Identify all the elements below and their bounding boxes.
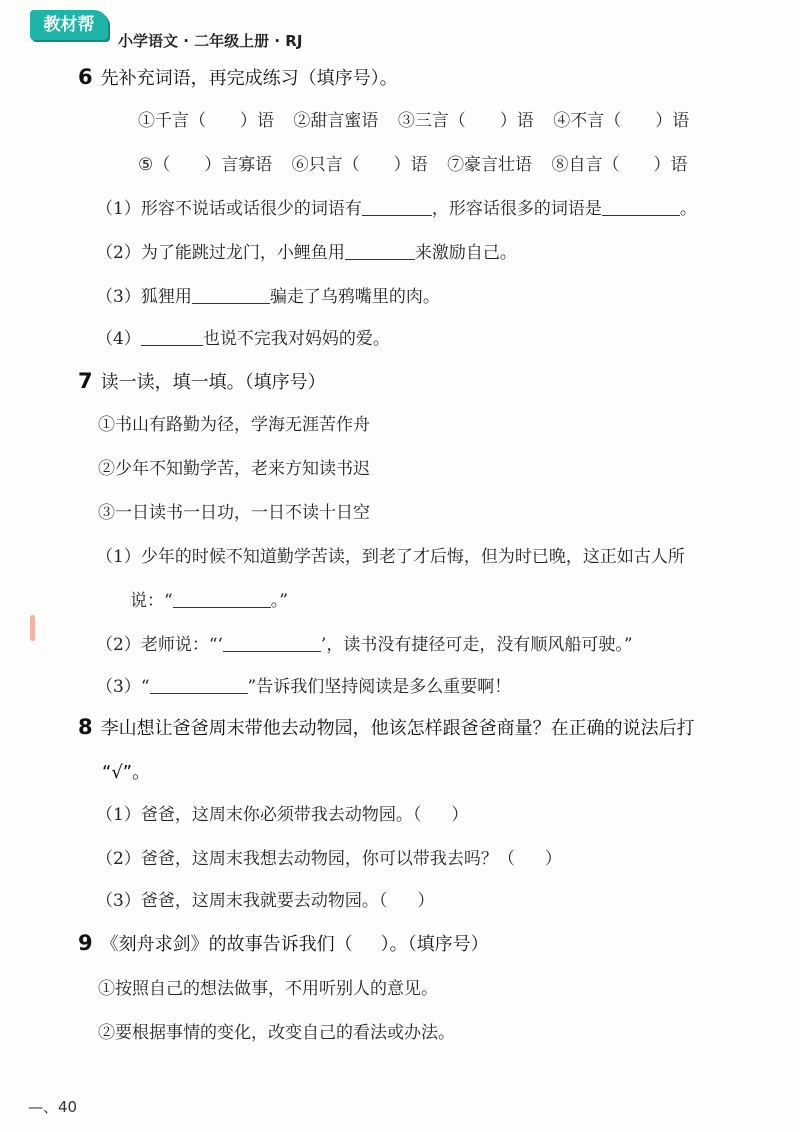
answer-blank[interactable] [602, 214, 680, 216]
question-number: 9 [78, 931, 93, 955]
question-number: 6 [78, 65, 93, 89]
answer-paren[interactable] [515, 863, 545, 864]
word-item: ）言寡语 [204, 155, 273, 175]
question-prompt: 读一读，填一填。（填序号） [100, 372, 326, 393]
word-item: ）语 [499, 111, 534, 131]
answer-blank[interactable] [223, 650, 321, 652]
word-item: ④不言（ [553, 111, 622, 131]
answer-paren[interactable] [353, 949, 381, 950]
answer-blank[interactable] [173, 606, 271, 608]
question-prompt: 李山想让爸爸周末带他去动物园，他该怎样跟爸爸商量？在正确的说法后打 [100, 718, 695, 739]
word-item: ）语 [653, 155, 688, 175]
question-7-heading [78, 368, 326, 394]
page-edge-mark [30, 615, 35, 641]
word-item: ⑤（ [138, 155, 171, 175]
question-8-heading [78, 714, 695, 740]
page-header-title: 小学语文 · 二年级上册 · RJ [118, 32, 303, 50]
answer-blank[interactable] [150, 692, 248, 694]
q6-sentence-2: （2）为了能跳过龙门，小鲤鱼用 来激励自己。 [96, 243, 517, 263]
question-number: 7 [78, 369, 93, 393]
word-item: ⑦豪言壮语 [447, 155, 533, 175]
q7-sentence-2: （2）老师说：“‘ ’，读书没有捷径可走，没有顺风船可驶。” [96, 635, 633, 655]
q8-option-1: （1）爸爸，这周末你必须带我去动物园。（ ） [96, 805, 469, 825]
q7-sentence-1-cont: 说：“ 。” [130, 591, 288, 611]
word-item: ③三言（ [397, 111, 466, 131]
q7-sentence-3: （3）“ ”告诉我们坚持阅读是多么重要啊！ [96, 677, 512, 697]
word-item: ②甜言蜜语 [293, 111, 379, 131]
question-6-heading [78, 64, 398, 90]
proverb-3: ③一日读书一日功，一日不读十日空 [98, 503, 370, 523]
proverb-1: ①书山有路勤为径，学海无涯苦作舟 [98, 415, 370, 435]
q8-option-3: （3）爸爸，这周末我就要去动物园。（ ） [96, 891, 435, 911]
question-9-heading: 9 《刻舟求剑》的故事告诉我们（ ）。（填序号） [78, 931, 489, 955]
q6-sentence-3: （3）狐狸用 骗走了乌鸦嘴里的肉。 [96, 287, 440, 307]
answer-blank[interactable] [141, 344, 203, 346]
word-item: ）语 [393, 155, 428, 175]
answer-blank[interactable] [192, 302, 270, 304]
q9-option-2: ②要根据事情的变化，改变自己的看法或办法。 [98, 1023, 455, 1043]
q6-sentence-1: （1）形容不说话或话很少的词语有 ，形容话很多的词语是 。 [96, 199, 697, 219]
publisher-badge: 教材帮 [30, 10, 108, 40]
question-prompt: 《刻舟求剑》的故事告诉我们（ [100, 934, 353, 955]
question-number: 8 [78, 715, 93, 739]
q9-option-1: ①按照自己的想法做事，不用听别人的意见。 [98, 979, 438, 999]
word-item: ）语 [240, 111, 274, 131]
question-prompt: 先补充词语，再完成练习（填序号）。 [100, 68, 398, 89]
word-item: ）语 [655, 111, 690, 131]
word-item: ⑧自言（ [551, 155, 620, 175]
word-item: ①千言（ [138, 111, 206, 131]
word-row-1 [138, 106, 689, 131]
q8-option-2: （2）爸爸，这周末我想去动物园，你可以带我去吗？（ ） [96, 849, 562, 869]
proverb-2: ②少年不知勤学苦，老来方知读书迟 [98, 459, 370, 479]
answer-blank[interactable] [345, 258, 415, 260]
q7-sentence-1: （1）少年的时候不知道勤学苦读，到老了才后悔，但为时已晚，这正如古人所 [96, 547, 685, 567]
page-number: —、40 [28, 1098, 78, 1116]
answer-blank[interactable] [362, 214, 432, 216]
word-row-2 [138, 150, 687, 175]
q6-sentence-4: （4） 也说不完我对妈妈的爱。 [96, 329, 390, 349]
answer-paren[interactable] [421, 819, 451, 820]
word-item: ⑥只言（ [291, 155, 360, 175]
answer-paren[interactable] [387, 905, 417, 906]
question-8-prompt-cont: “√”。 [102, 762, 151, 783]
